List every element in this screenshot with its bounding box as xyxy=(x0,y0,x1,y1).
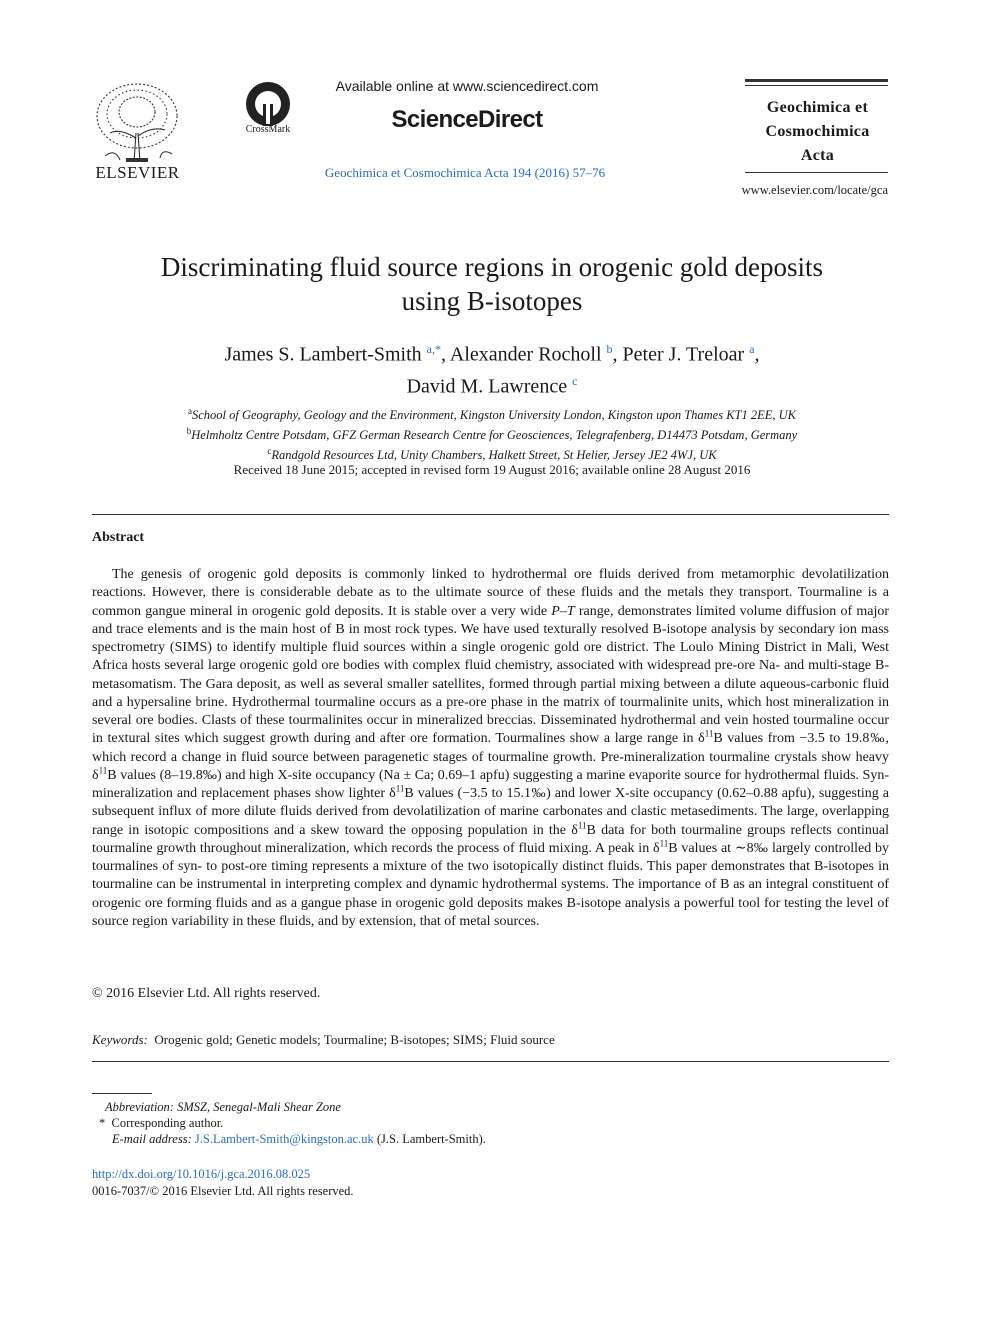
journal-name-line: Geochimica et xyxy=(766,99,869,116)
abstract-top-rule xyxy=(92,514,889,515)
affiliation-text: School of Geography, Geology and the Environment, Kingston University London, Kingston upon Thames KT1 2EE, UK xyxy=(191,408,797,423)
corresponding-mark: * xyxy=(99,1116,106,1130)
affiliation-mark: c xyxy=(267,446,272,457)
abstract-copyright: © 2016 Elsevier Ltd. All rights reserved. xyxy=(92,986,321,1001)
keywords-list: Orogenic gold; Genetic models; Tourmaline; B-isotopes; SIMS; Fluid source xyxy=(154,1032,555,1047)
article-dates: Received 18 June 2015; accepted in revised form 19 August 2016; available online 28 August 2016 xyxy=(233,462,751,477)
affiliation xyxy=(92,443,892,463)
affiliation-text: Helmholtz Centre Potsdam, GFZ German Research Centre for Geosciences, Telegrafenberg, D14473 Potsdam, Germany xyxy=(191,428,798,443)
abstract-bottom-rule xyxy=(92,1061,889,1062)
email-link[interactable]: J.S.Lambert-Smith@kingston.ac.uk xyxy=(194,1132,374,1146)
elsevier-wordmark: ELSEVIER xyxy=(95,163,180,182)
journal-top-rule xyxy=(745,79,888,82)
affiliation-mark: a xyxy=(187,406,192,416)
article-title xyxy=(92,250,892,318)
journal-name-line: Cosmochimica xyxy=(765,123,870,140)
keywords-label: Keywords: xyxy=(92,1032,148,1047)
affiliation xyxy=(92,403,892,423)
author-affiliation-mark[interactable]: a xyxy=(749,342,755,356)
affiliation-list xyxy=(92,403,892,463)
journal-top-rule-thin xyxy=(745,85,888,86)
corresponding-text: Corresponding author. xyxy=(111,1116,224,1130)
title-line: Discriminating fluid source regions in orogenic gold deposits xyxy=(160,252,824,282)
journal-citation-link[interactable]: Geochimica et Cosmochimica Acta 194 (2016) 57–76 xyxy=(324,165,606,180)
footnote-corresponding xyxy=(99,1115,223,1131)
author-list: James S. Lambert-Smith $^{a,*}$, Alexander Rocholl $^b$, Peter J. Treloar $^a$, David M. Lawrence $^c$ xyxy=(224,342,760,398)
footnote-email xyxy=(112,1131,486,1147)
author-affiliation-mark[interactable]: c xyxy=(572,373,578,388)
email-label: E-mail address: xyxy=(112,1132,192,1146)
author-name: Peter J. Treloar xyxy=(622,343,745,366)
abstract-text: The genesis of orogenic gold deposits is commonly linked to hydrothermal ore fluids derived from metamorphic devolatilization reactions. However, there is considerable debate as to the ultimate source of these fluids and the metals they transport. Tourmaline is a common gangue mineral in orogenic gold deposits. It is stable over a very wide P–T range, demonstrates limited volume diffusion of major and trace elements and is the main host of B in most rock types. We have used texturally resolved B-isotope analysis by secondary ion mass spectrometry (SIMS) to identify multiple fluid sources within a single orogenic gold ore district. The Loulo Mining District in Mali, West Africa hosts several large orogenic gold ore bodies with complex fluid chemistry, associated with widespread pre-ore Na- and multi-stage B-metasomatism. The Gara deposit, as well as several smaller satellites, formed through partial mixing between a dilute aqueous-carbonic fluid and a hypersaline brine. Hydrothermal tourmaline occurs as a pre-ore phase in the matrix of tourmalinite units, which host mineralization in several ore bodies. Clasts of these tourmalinites occur in mineralized breccias. Disseminated hydrothermal and vein hosted tourmaline occur in textural sites which suggest growth during and after ore formation. Tourmalines show a large range in $\delta^{11}B$ values from −3.5 to 19.8‰, which record a change in fluid source between paragenetic stages of tourmaline growth. Pre-mineralization tourmaline crystals show heavy $\delta^{11}B$ values (8–19.8‰) and high X-site occupancy (Na ± Ca; 0.69–1 apfu) suggesting a marine evaporite source for hydrothermal fluids. Syn-mineralization and replacement phases show lighter $\delta^{11}B$ values (−3.5 to 15.1‰) and lower X-site occupancy (0.62–0.88 apfu), suggesting a subsequent influx of more dilute fluids derived from devolatilization of marine carbonates and clastic metasediments. The large, overlapping range in isotopic compositions and a skew toward the opposing population in the $\delta^{11}B$ data for both tourmaline groups reflects continual tourmaline growth throughout mineralization, which records the process of fluid mixing. A peak in $\delta^{11}B$ values at ∼8‰ largely controlled by tourmalines of syn- to post-ore timing represents a mixture of the two isotopically distinct fluids. This paper demonstrates that B-isotopes in tourmaline can be instrumental in interpreting complex and dynamic hydrothermal systems. The importance of B as an integral constituent of orogenic ore forming fluids and as a gangue phase in orogenic gold deposits makes B-isotope analysis a powerful tool for testing the level of source region variability in these fluids, and by extension, that of metal sources. xyxy=(92,567,889,929)
keywords xyxy=(92,1032,555,1048)
footnote-abbreviation: Abbreviation: SMSZ, Senegal-Mali Shear Zone xyxy=(105,1100,341,1114)
journal-name xyxy=(740,96,895,168)
author-name: Alexander Rocholl xyxy=(449,343,602,366)
doi-link[interactable]: http://dx.doi.org/10.1016/j.gca.2016.08.025 xyxy=(92,1167,311,1181)
affiliation-mark: b xyxy=(186,426,192,437)
footnote-rule xyxy=(92,1093,152,1094)
author-name: James S. Lambert-Smith xyxy=(224,343,422,366)
author-affiliation-mark[interactable]: b xyxy=(606,342,613,356)
affiliation-text: Randgold Resources Ltd, Unity Chambers, Halkett Street, St Helier, Jersey JE2 4WJ, UK xyxy=(271,448,717,463)
available-online-text: Available online at www.sciencedirect.com xyxy=(335,78,599,94)
email-owner: (J.S. Lambert-Smith). xyxy=(376,1132,486,1146)
journal-url: www.elsevier.com/locate/gca xyxy=(741,183,888,197)
issn-copyright: 0016-7037/© 2016 Elsevier Ltd. All rights reserved. xyxy=(92,1184,354,1198)
abstract-heading: Abstract xyxy=(92,530,145,545)
affiliation xyxy=(92,423,892,443)
author-name: David M. Lawrence xyxy=(406,375,568,398)
crossmark-label: CrossMark xyxy=(245,124,291,135)
journal-bottom-rule xyxy=(745,172,888,173)
title-line: using B-isotopes xyxy=(401,286,583,316)
journal-name-line: Acta xyxy=(800,147,835,164)
author-affiliation-mark[interactable]: a,* xyxy=(426,342,441,356)
sciencedirect-logo: ScienceDirect xyxy=(391,106,543,133)
